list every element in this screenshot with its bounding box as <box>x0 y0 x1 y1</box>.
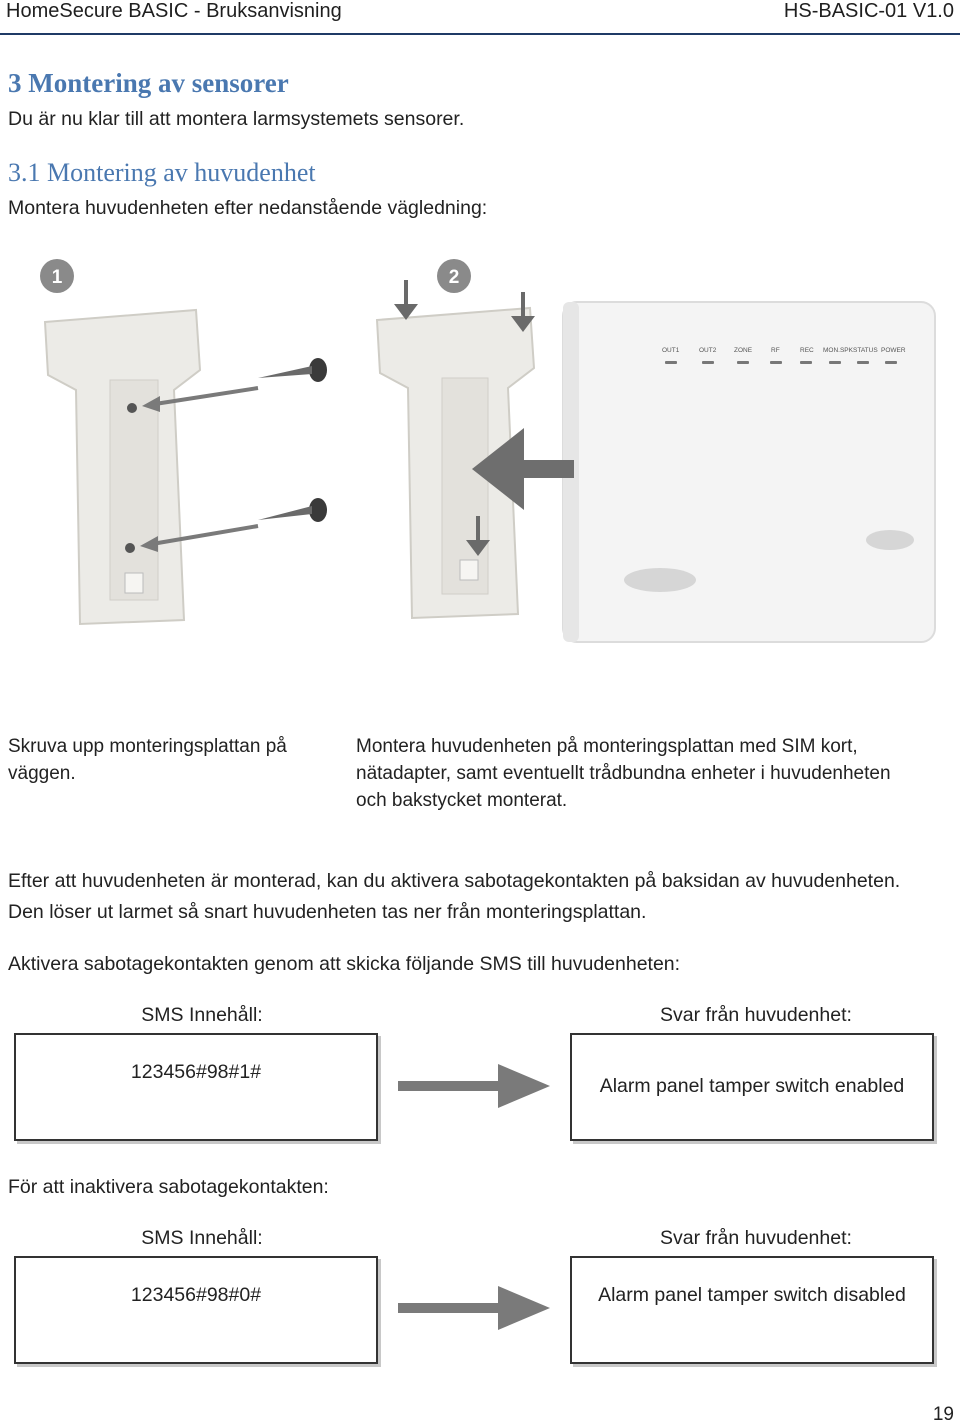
led-label: OUT2 <box>699 347 717 354</box>
sms-content-text: 123456#98#0# <box>130 1284 262 1306</box>
sms-reply-label: Svar från huvudenhet: <box>660 1227 852 1249</box>
down-arrow-icon <box>394 280 418 320</box>
header-rule <box>0 33 960 35</box>
right-arrow-icon <box>398 1064 554 1108</box>
main-unit <box>563 302 935 642</box>
activate-instruction: Aktivera sabotagekontakten genom att skicka följande SMS till huvudenheten: <box>8 953 681 975</box>
led-label: RF <box>771 347 780 354</box>
step-2-badge <box>437 259 471 293</box>
body-paragraph-line: Den löser ut larmet så snart huvudenheten tas ner från monteringsplattan. <box>8 901 647 923</box>
body-paragraph-line: Efter att huvudenheten är monterad, kan du aktivera sabotagekontakten på baksidan av huvudenheten. <box>8 870 901 892</box>
subsection-intro: Montera huvudenheten efter nedanstående vägledning: <box>8 197 488 219</box>
step-2-caption-line: Montera huvudenheten på monteringsplattan med SIM kort, <box>356 736 858 757</box>
subsection-heading: 3.1 Montering av huvudenhet <box>8 158 316 187</box>
sms-reply-box <box>570 1256 934 1364</box>
led-label: OUT1 <box>662 347 680 354</box>
document-version: HS-BASIC-01 V1.0 <box>783 0 954 22</box>
sms-content-box <box>14 1256 378 1364</box>
step-1-badge <box>40 259 74 293</box>
sms-reply-text: Alarm panel tamper switch disabled <box>598 1284 906 1306</box>
sms-content-label: SMS Innehåll: <box>141 1227 263 1249</box>
sms-content-label: SMS Innehåll: <box>141 1004 263 1026</box>
mounting-illustration <box>0 240 960 680</box>
right-arrow-icon <box>398 1286 554 1330</box>
led-label: MON.SPK <box>823 347 853 354</box>
sms-reply-label: Svar från huvudenhet: <box>660 1004 852 1026</box>
sms-reply-box <box>570 1033 934 1141</box>
sms-content-box <box>14 1033 378 1141</box>
step-1-caption-line: väggen. <box>8 763 76 784</box>
section-heading: 3 Montering av sensorer <box>8 68 289 98</box>
sms-reply-text: Alarm panel tamper switch enabled <box>599 1075 905 1097</box>
led-label: REC <box>800 347 814 354</box>
section-intro: Du är nu klar till att montera larmsystemets sensorer. <box>8 108 465 130</box>
mounting-plate-1 <box>45 310 200 624</box>
led-label: POWER <box>881 347 906 354</box>
screw-icon <box>258 498 327 522</box>
step-1-caption-line: Skruva upp monteringsplattan på <box>8 736 287 757</box>
led-label: STATUS <box>853 347 878 354</box>
sms-content-text: 123456#98#1# <box>130 1061 262 1083</box>
step-2-caption-line: nätadapter, samt eventuellt trådbundna enheter i huvudenheten <box>356 763 891 784</box>
step-2-caption-line: och bakstycket monterat. <box>356 790 568 811</box>
led-label: ZONE <box>734 347 753 354</box>
screw-icon <box>258 358 327 382</box>
step-1-number: 1 <box>51 267 63 288</box>
page-number: 19 <box>932 1404 954 1425</box>
document-title: HomeSecure BASIC - Bruksanvisning <box>6 0 342 22</box>
deactivate-instruction: För att inaktivera sabotagekontakten: <box>8 1176 329 1198</box>
step-2-number: 2 <box>448 267 460 288</box>
